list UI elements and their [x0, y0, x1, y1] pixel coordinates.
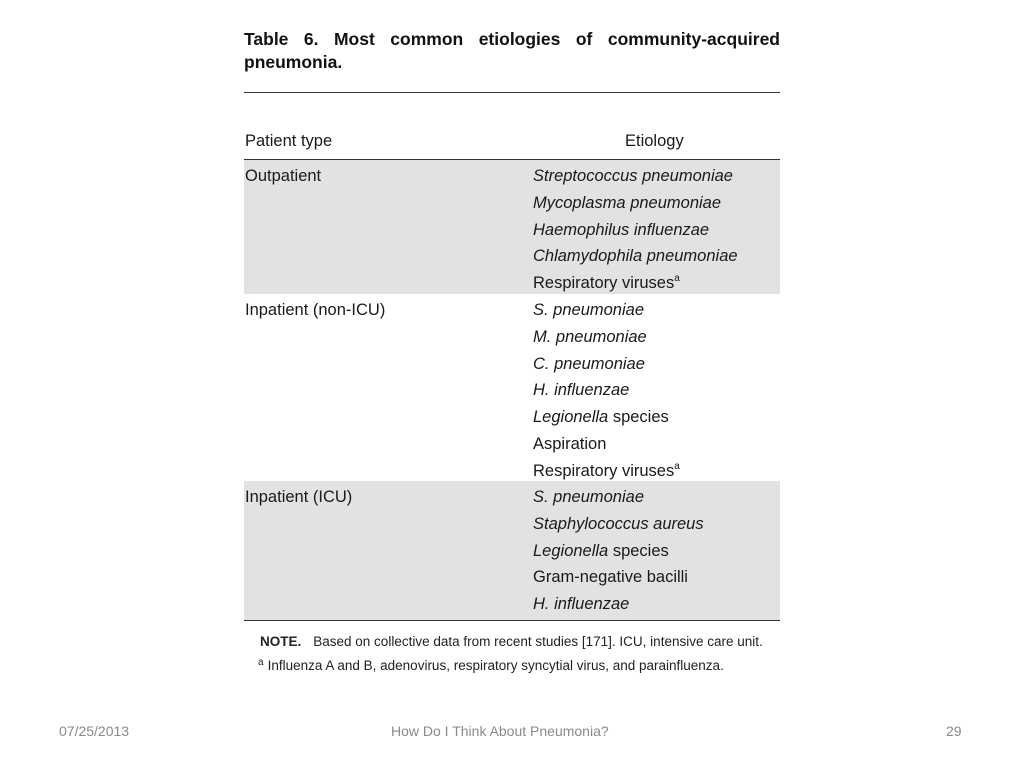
- footnote-paragraph: [244, 656, 780, 676]
- etiology-table: [244, 28, 780, 673]
- etiology-item: C. pneumoniae: [533, 354, 645, 373]
- etiology-item: S. pneumoniae: [533, 488, 644, 506]
- table-title: Table 6. Most common etiologies of community-acquired pneumonia.: [244, 29, 780, 72]
- etiology-item: Chlamydophila pneumoniae: [533, 247, 738, 266]
- etiology-item: Haemophilus influenzae: [533, 220, 710, 239]
- group-outpatient: [244, 160, 780, 294]
- column-header-etiology: Etiology: [625, 132, 684, 150]
- patient-type-cell: Inpatient (ICU): [245, 488, 353, 506]
- column-header-patient-type: Patient type: [245, 132, 333, 150]
- footnote-mark: a: [258, 657, 264, 668]
- note-label: NOTE.: [260, 634, 302, 649]
- group-inpatient-non-icu: [244, 294, 780, 481]
- etiology-list: [533, 167, 738, 301]
- patient-type-cell: Outpatient: [245, 167, 322, 185]
- etiology-item: Legionella species: [533, 541, 669, 560]
- etiology-item: Streptococcus pneumoniae: [533, 167, 733, 185]
- etiology-list: [533, 301, 680, 489]
- table-top-rule: [244, 92, 780, 93]
- etiology-item: Mycoplasma pneumoniae: [533, 193, 722, 212]
- footnote-text: Influenza A and B, adenovirus, respiratory syncytial virus, and parainfluenza.: [267, 658, 724, 673]
- note-text: Based on collective data from recent studies [171]. ICU, intensive care unit.: [313, 634, 763, 649]
- note-paragraph: [244, 632, 780, 652]
- table-bottom-rule: [244, 620, 780, 621]
- etiology-item: Aspiration: [533, 434, 607, 453]
- footer-page-number: 29: [946, 723, 962, 739]
- group-inpatient-icu: [244, 481, 780, 620]
- footnote-marker: a: [674, 273, 680, 285]
- etiology-item: Staphylococcus aureus: [533, 514, 704, 533]
- footer-title: How Do I Think About Pneumonia?: [391, 723, 609, 739]
- etiology-item: Gram-negative bacilli: [533, 568, 688, 587]
- table-header-row: [244, 121, 780, 159]
- etiology-item: Respiratory viruses$^a$: [533, 460, 680, 480]
- etiology-item: Legionella species: [533, 408, 669, 427]
- footer-date: 07/25/2013: [59, 723, 130, 739]
- etiology-list: [533, 488, 704, 622]
- patient-type-cell: Inpatient (non-ICU): [245, 301, 386, 319]
- table-notes: [244, 632, 780, 680]
- etiology-item: H. influenzae: [533, 595, 630, 614]
- etiology-item: Respiratory viruses$^a$: [533, 273, 680, 293]
- footnote-marker: a: [674, 460, 680, 472]
- etiology-item: M. pneumoniae: [533, 327, 647, 346]
- etiology-item: S. pneumoniae: [533, 301, 644, 319]
- etiology-item: H. influenzae: [533, 381, 630, 400]
